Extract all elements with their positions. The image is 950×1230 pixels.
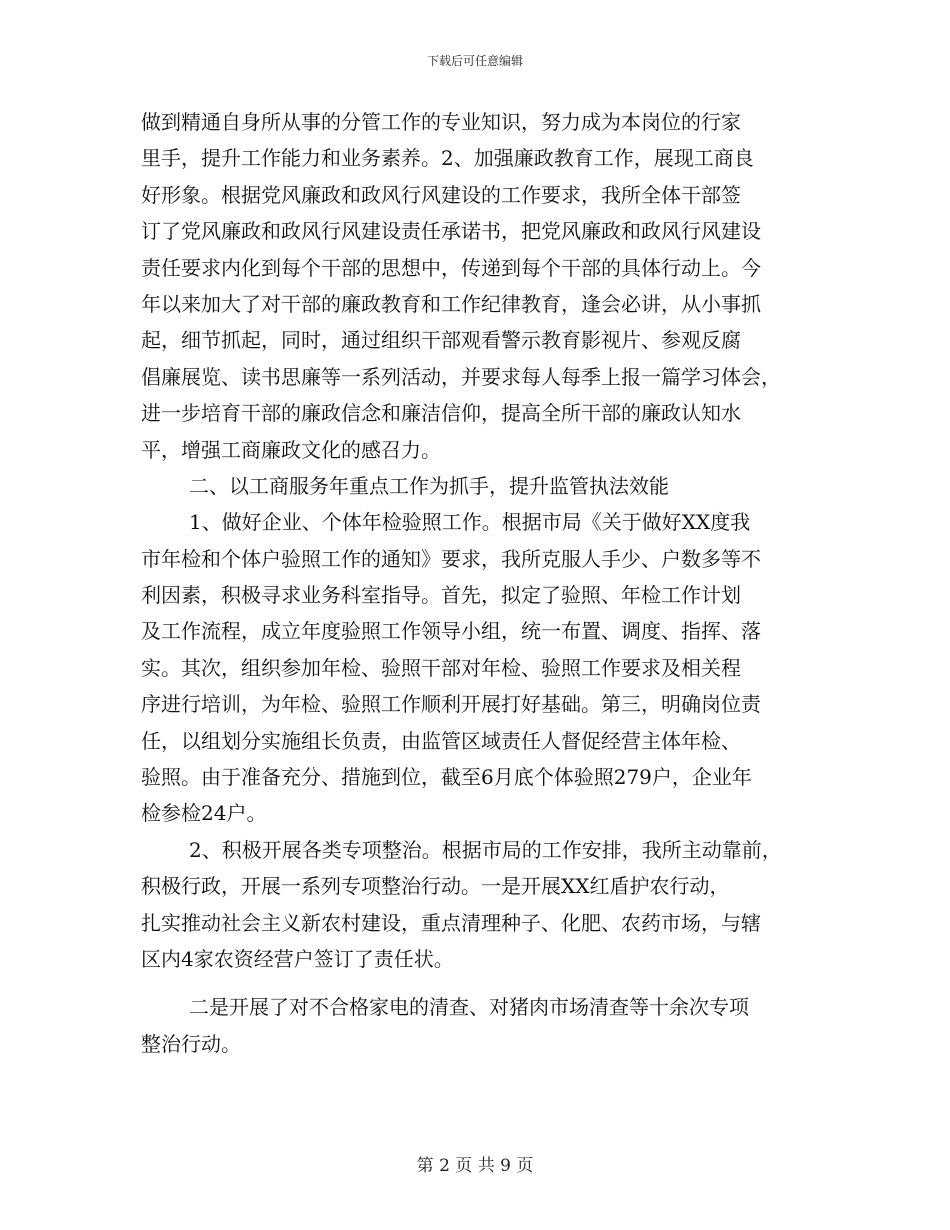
text-line: 检参检24户。 (141, 801, 267, 826)
text-line: 里手，提升工作能力和业务素养。2、加强廉政教育工作，展现工商良 (141, 146, 754, 171)
text-line: 二是开展了对不合格家电的清查、对猪肉市场清查等十余次专项 (189, 995, 749, 1020)
text-line: 整治行动。 (141, 1031, 241, 1056)
text-line: 验照。由于准备充分、措施到位，截至6月底个体验照279户，企业年 (141, 765, 752, 790)
text-line: 起，细节抓起，同时，通过组织干部观看警示教育影视片、参观反腐 (141, 328, 741, 353)
text-line: 2、积极开展各类专项整治。根据市局的工作安排，我所主动靠前， (189, 837, 782, 862)
text-line: 扎实推动社会主义新农村建设，重点清理种子、化肥、农药市场，与辖 (141, 910, 761, 935)
page-header: 下载后可任意编辑 (426, 54, 523, 68)
text-line: 好形象。根据党风廉政和政风行风建设的工作要求，我所全体干部签 (141, 182, 741, 207)
text-line: 年以来加大了对干部的廉政教育和工作纪律教育，逢会必讲，从小事抓 (141, 291, 761, 316)
text-line: 及工作流程，成立年度验照工作领导小组，统一布置、调度、指挥、落 (141, 619, 761, 644)
text-line: 实。其次，组织参加年检、验照干部对年检、验照工作要求及相关程 (141, 655, 741, 680)
text-line: 任，以组划分实施组长负责，由监管区域责任人督促经营主体年检、 (141, 728, 741, 753)
text-line: 市年检和个体户验照工作的通知》要求，我所克服人手少、户数多等不 (141, 546, 761, 571)
section-heading: 二、以工商服务年重点工作为抓手，提升监管执法效能 (189, 473, 669, 498)
text-line: 进一步培育干部的廉政信念和廉洁信仰，提高全所干部的廉政认知水 (141, 401, 741, 426)
text-line: 责任要求内化到每个干部的思想中，传递到每个干部的具体行动上。今 (141, 255, 761, 280)
text-line: 平，增强工商廉政文化的感召力。 (141, 437, 441, 462)
paragraph-gap (141, 977, 831, 989)
text-line: 1、做好企业、个体年检验照工作。根据市局《关于做好XX度我 (189, 510, 751, 535)
text-line: 序进行培训，为年检、验照工作顺利开展打好基础。第三，明确岗位责 (141, 692, 761, 717)
text-line: 区内4家农资经营户签订了责任状。 (141, 946, 454, 971)
text-line: 倡廉展览、读书思廉等一系列活动，并要求每人每季上报一篇学习体会， (141, 364, 781, 389)
text-line: 利因素，积极寻求业务科室指导。首先，拟定了验照、年检工作计划 (141, 583, 741, 608)
text-line: 订了党风廉政和政风行风建设责任承诺书，把党风廉政和政风行风建设 (141, 219, 761, 244)
document-body (141, 104, 831, 1062)
text-line: 做到精通自身所从事的分管工作的专业知识，努力成为本岗位的行家 (141, 110, 741, 134)
page-number: 第 2 页 共 9 页 (416, 1156, 534, 1176)
text-line: 积极行政，开展一系列专项整治行动。一是开展XX红盾护农行动， (141, 874, 730, 899)
